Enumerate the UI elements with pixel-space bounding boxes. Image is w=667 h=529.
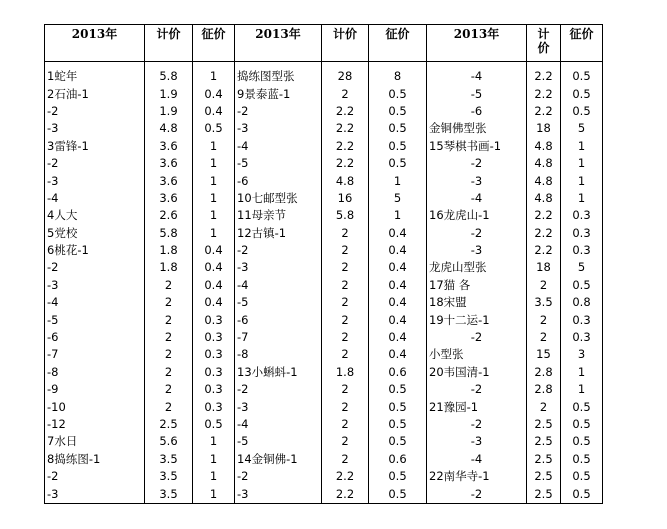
cell-item-2: -3: [235, 120, 322, 137]
cell-ji-2: 2.2: [322, 468, 369, 485]
cell-ji-1: 1.8: [145, 242, 193, 259]
cell-item-2: -2: [235, 242, 322, 259]
header-year-1: 2013年: [45, 25, 145, 62]
cell-item-1: -2: [45, 155, 145, 172]
cell-zheng-2: 0.4: [369, 346, 427, 363]
cell-item-3: -4: [427, 62, 527, 86]
cell-zheng-3: 1: [561, 364, 603, 381]
cell-ji-2: 2: [322, 433, 369, 450]
cell-ji-1: 2: [145, 398, 193, 415]
header-ji-1: 计价: [145, 25, 193, 62]
cell-ji-2: 2.2: [322, 155, 369, 172]
cell-ji-3: 2.8: [527, 381, 561, 398]
cell-ji-3: 2.2: [527, 207, 561, 224]
cell-item-2: 9景泰蓝-1: [235, 85, 322, 102]
cell-ji-3: 2.5: [527, 468, 561, 485]
cell-ji-3: 2: [527, 398, 561, 415]
cell-ji-2: 16: [322, 190, 369, 207]
cell-ji-2: 2.2: [322, 138, 369, 155]
table-row: [45, 398, 603, 415]
table-row: [45, 259, 603, 276]
cell-ji-2: 2: [322, 225, 369, 242]
cell-item-2: -2: [235, 381, 322, 398]
cell-item-3: -3: [427, 433, 527, 450]
cell-item-2: -4: [235, 138, 322, 155]
header-ji-3-line2: 价: [537, 41, 550, 55]
table-row: [45, 138, 603, 155]
cell-ji-3: 2: [527, 277, 561, 294]
cell-item-2: 14金铜佛-1: [235, 451, 322, 468]
cell-item-2: -2: [235, 103, 322, 120]
cell-zheng-2: 5: [369, 190, 427, 207]
cell-ji-1: 5.8: [145, 62, 193, 86]
cell-zheng-1: 0.4: [193, 85, 235, 102]
cell-item-3: 20韦国清-1: [427, 364, 527, 381]
cell-zheng-3: 0.5: [561, 433, 603, 450]
cell-ji-2: 2: [322, 311, 369, 328]
cell-ji-3: 2.2: [527, 85, 561, 102]
cell-ji-2: 2: [322, 242, 369, 259]
header-year-2: 2013年: [235, 25, 322, 62]
cell-zheng-1: 1: [193, 468, 235, 485]
cell-item-3: 金铜佛型张: [427, 120, 527, 137]
table-row: [45, 468, 603, 485]
cell-ji-2: 1.8: [322, 364, 369, 381]
cell-ji-1: 2: [145, 311, 193, 328]
cell-item-1: -9: [45, 381, 145, 398]
cell-item-2: 捣练图型张: [235, 62, 322, 86]
cell-ji-3: 2.2: [527, 242, 561, 259]
cell-item-2: -4: [235, 277, 322, 294]
cell-ji-2: 2: [322, 451, 369, 468]
cell-zheng-1: 0.5: [193, 416, 235, 433]
cell-item-3: -2: [427, 381, 527, 398]
cell-zheng-2: 0.5: [369, 398, 427, 415]
cell-ji-1: 2.6: [145, 207, 193, 224]
cell-item-2: -3: [235, 398, 322, 415]
cell-ji-3: 18: [527, 259, 561, 276]
table-row: [45, 451, 603, 468]
cell-ji-2: 2: [322, 329, 369, 346]
cell-ji-1: 3.5: [145, 451, 193, 468]
cell-item-1: -3: [45, 277, 145, 294]
header-row: [45, 25, 603, 62]
cell-zheng-1: 1: [193, 451, 235, 468]
table-row: [45, 120, 603, 137]
cell-item-2: -5: [235, 433, 322, 450]
header-ji-3-line1: 计: [537, 27, 550, 41]
table-row: [45, 172, 603, 189]
cell-item-2: -5: [235, 155, 322, 172]
table-row: [45, 277, 603, 294]
cell-zheng-2: 0.5: [369, 433, 427, 450]
cell-item-2: -5: [235, 294, 322, 311]
cell-item-1: -12: [45, 416, 145, 433]
cell-zheng-3: 0.5: [561, 103, 603, 120]
cell-zheng-2: 1: [369, 207, 427, 224]
cell-ji-2: 2.2: [322, 120, 369, 137]
cell-ji-1: 4.8: [145, 120, 193, 137]
cell-zheng-1: 0.5: [193, 120, 235, 137]
cell-ji-3: 2.5: [527, 485, 561, 503]
cell-item-2: -3: [235, 259, 322, 276]
cell-zheng-1: 1: [193, 433, 235, 450]
cell-ji-1: 2: [145, 381, 193, 398]
cell-item-3: -2: [427, 225, 527, 242]
table-body: [45, 62, 603, 504]
cell-item-3: -2: [427, 485, 527, 503]
cell-item-1: 2石油-1: [45, 85, 145, 102]
cell-zheng-2: 8: [369, 62, 427, 86]
cell-item-3: -4: [427, 451, 527, 468]
header-year-3: 2013年: [427, 25, 527, 62]
cell-ji-1: 5.6: [145, 433, 193, 450]
cell-ji-3: 2.2: [527, 225, 561, 242]
cell-ji-1: 2: [145, 329, 193, 346]
cell-zheng-3: 0.3: [561, 311, 603, 328]
cell-ji-2: 2: [322, 381, 369, 398]
cell-ji-1: 3.5: [145, 468, 193, 485]
cell-item-3: 龙虎山型张: [427, 259, 527, 276]
cell-item-1: -3: [45, 172, 145, 189]
cell-zheng-2: 0.4: [369, 225, 427, 242]
cell-zheng-1: 1: [193, 485, 235, 503]
cell-ji-1: 2: [145, 294, 193, 311]
cell-ji-1: 3.5: [145, 485, 193, 503]
table-row: [45, 207, 603, 224]
cell-zheng-2: 0.5: [369, 381, 427, 398]
cell-zheng-3: 1: [561, 381, 603, 398]
table-row: [45, 416, 603, 433]
cell-item-3: 小型张: [427, 346, 527, 363]
cell-item-2: 11母亲节: [235, 207, 322, 224]
cell-item-2: -4: [235, 416, 322, 433]
cell-zheng-3: 1: [561, 172, 603, 189]
header-ji-3: [527, 25, 561, 62]
cell-ji-2: 2: [322, 259, 369, 276]
cell-item-2: -6: [235, 172, 322, 189]
cell-zheng-3: 0.5: [561, 451, 603, 468]
cell-item-3: 21豫园-1: [427, 398, 527, 415]
cell-ji-1: 2.5: [145, 416, 193, 433]
cell-item-1: 8捣练图-1: [45, 451, 145, 468]
cell-item-1: -2: [45, 468, 145, 485]
cell-zheng-3: 1: [561, 155, 603, 172]
cell-zheng-3: 0.3: [561, 242, 603, 259]
cell-zheng-1: 0.4: [193, 259, 235, 276]
cell-item-1: 3雷锋-1: [45, 138, 145, 155]
cell-item-3: -3: [427, 242, 527, 259]
cell-item-1: -2: [45, 259, 145, 276]
cell-zheng-3: 0.5: [561, 485, 603, 503]
cell-ji-3: 2: [527, 329, 561, 346]
cell-ji-3: 2.5: [527, 416, 561, 433]
cell-item-1: -4: [45, 294, 145, 311]
cell-zheng-3: 5: [561, 120, 603, 137]
cell-item-2: -8: [235, 346, 322, 363]
cell-ji-3: 4.8: [527, 138, 561, 155]
cell-zheng-3: 0.5: [561, 468, 603, 485]
cell-ji-1: 5.8: [145, 225, 193, 242]
table-row: [45, 103, 603, 120]
cell-item-1: -8: [45, 364, 145, 381]
cell-ji-1: 2: [145, 346, 193, 363]
table-row: [45, 85, 603, 102]
cell-ji-1: 2: [145, 364, 193, 381]
cell-item-3: 17猫 各: [427, 277, 527, 294]
stamp-price-table: [44, 24, 603, 504]
table-row: [45, 242, 603, 259]
cell-zheng-3: 5: [561, 259, 603, 276]
cell-item-1: -4: [45, 190, 145, 207]
cell-zheng-1: 1: [193, 207, 235, 224]
cell-zheng-3: 0.5: [561, 85, 603, 102]
cell-item-3: 19十二运-1: [427, 311, 527, 328]
cell-zheng-3: 0.5: [561, 277, 603, 294]
cell-ji-3: 2: [527, 311, 561, 328]
cell-zheng-2: 0.4: [369, 277, 427, 294]
cell-zheng-2: 1: [369, 172, 427, 189]
cell-zheng-2: 0.6: [369, 451, 427, 468]
cell-ji-2: 2: [322, 416, 369, 433]
cell-zheng-3: 1: [561, 138, 603, 155]
cell-ji-1: 1.9: [145, 85, 193, 102]
cell-item-1: -5: [45, 311, 145, 328]
cell-item-1: 7水日: [45, 433, 145, 450]
cell-zheng-3: 0.8: [561, 294, 603, 311]
cell-ji-1: 3.6: [145, 172, 193, 189]
cell-item-3: -2: [427, 155, 527, 172]
cell-zheng-2: 0.4: [369, 311, 427, 328]
cell-zheng-1: 0.4: [193, 294, 235, 311]
cell-zheng-1: 0.4: [193, 103, 235, 120]
cell-item-1: -3: [45, 485, 145, 503]
cell-item-1: -7: [45, 346, 145, 363]
table-row: [45, 225, 603, 242]
cell-zheng-1: 0.4: [193, 277, 235, 294]
cell-zheng-1: 1: [193, 155, 235, 172]
cell-ji-2: 5.8: [322, 207, 369, 224]
cell-zheng-3: 0.5: [561, 62, 603, 86]
cell-zheng-3: 0.3: [561, 207, 603, 224]
cell-zheng-2: 0.4: [369, 242, 427, 259]
cell-item-2: 13小蝌蚪-1: [235, 364, 322, 381]
cell-ji-3: 4.8: [527, 172, 561, 189]
cell-ji-2: 4.8: [322, 172, 369, 189]
cell-item-2: -7: [235, 329, 322, 346]
cell-zheng-1: 0.3: [193, 346, 235, 363]
cell-zheng-2: 0.6: [369, 364, 427, 381]
table-row: [45, 155, 603, 172]
cell-ji-2: 2: [322, 346, 369, 363]
cell-item-1: 6桃花-1: [45, 242, 145, 259]
cell-item-3: -2: [427, 329, 527, 346]
cell-ji-2: 2: [322, 85, 369, 102]
cell-ji-3: 2.5: [527, 451, 561, 468]
cell-ji-2: 2.2: [322, 103, 369, 120]
cell-zheng-1: 1: [193, 225, 235, 242]
cell-item-1: -6: [45, 329, 145, 346]
cell-zheng-3: 0.3: [561, 225, 603, 242]
cell-zheng-3: 1: [561, 190, 603, 207]
cell-zheng-1: 1: [193, 190, 235, 207]
cell-ji-1: 2: [145, 277, 193, 294]
cell-ji-3: 2.8: [527, 364, 561, 381]
header-zheng-2: 征价: [369, 25, 427, 62]
cell-ji-1: 3.6: [145, 190, 193, 207]
cell-item-1: 5党校: [45, 225, 145, 242]
cell-zheng-3: 0.5: [561, 416, 603, 433]
cell-zheng-2: 0.5: [369, 468, 427, 485]
cell-zheng-2: 0.5: [369, 485, 427, 503]
cell-item-2: 12古镇-1: [235, 225, 322, 242]
cell-zheng-1: 0.4: [193, 242, 235, 259]
header-zheng-3: 征价: [561, 25, 603, 62]
cell-item-2: -6: [235, 311, 322, 328]
cell-item-2: -3: [235, 485, 322, 503]
cell-item-3: -6: [427, 103, 527, 120]
cell-zheng-2: 0.5: [369, 103, 427, 120]
cell-zheng-2: 0.4: [369, 294, 427, 311]
cell-zheng-1: 0.3: [193, 311, 235, 328]
cell-item-3: -2: [427, 416, 527, 433]
cell-ji-2: 2: [322, 294, 369, 311]
cell-item-3: -5: [427, 85, 527, 102]
cell-item-2: -2: [235, 468, 322, 485]
table-row: [45, 433, 603, 450]
cell-ji-3: 18: [527, 120, 561, 137]
cell-zheng-2: 0.5: [369, 120, 427, 137]
cell-ji-3: 2.2: [527, 62, 561, 86]
header-zheng-1: 征价: [193, 25, 235, 62]
cell-item-1: 4人大: [45, 207, 145, 224]
cell-zheng-3: 3: [561, 346, 603, 363]
cell-ji-2: 2.2: [322, 485, 369, 503]
cell-zheng-1: 0.3: [193, 329, 235, 346]
table-row: [45, 329, 603, 346]
cell-ji-3: 15: [527, 346, 561, 363]
cell-item-1: 1蛇年: [45, 62, 145, 86]
cell-zheng-2: 0.4: [369, 259, 427, 276]
cell-ji-2: 2: [322, 277, 369, 294]
cell-ji-3: 4.8: [527, 190, 561, 207]
cell-zheng-1: 0.3: [193, 398, 235, 415]
cell-zheng-2: 0.5: [369, 155, 427, 172]
cell-zheng-3: 0.3: [561, 329, 603, 346]
table-row: [45, 381, 603, 398]
cell-zheng-1: 0.3: [193, 381, 235, 398]
cell-ji-1: 1.8: [145, 259, 193, 276]
cell-ji-1: 3.6: [145, 155, 193, 172]
cell-ji-1: 3.6: [145, 138, 193, 155]
table-row: [45, 485, 603, 503]
cell-item-3: -3: [427, 172, 527, 189]
cell-ji-2: 2: [322, 398, 369, 415]
cell-item-3: 15琴棋书画-1: [427, 138, 527, 155]
cell-item-3: 22南华寺-1: [427, 468, 527, 485]
table-row: [45, 346, 603, 363]
cell-zheng-2: 0.5: [369, 85, 427, 102]
table-row: [45, 62, 603, 86]
table-row: [45, 364, 603, 381]
cell-ji-1: 1.9: [145, 103, 193, 120]
cell-item-1: -10: [45, 398, 145, 415]
cell-zheng-1: 1: [193, 172, 235, 189]
header-ji-2: 计价: [322, 25, 369, 62]
table-row: [45, 311, 603, 328]
table-row: [45, 294, 603, 311]
cell-item-3: 16龙虎山-1: [427, 207, 527, 224]
cell-ji-3: 2.2: [527, 103, 561, 120]
cell-zheng-2: 0.5: [369, 138, 427, 155]
cell-item-1: -3: [45, 120, 145, 137]
cell-ji-2: 28: [322, 62, 369, 86]
table-row: [45, 190, 603, 207]
cell-item-2: 10七邮型张: [235, 190, 322, 207]
cell-zheng-2: 0.4: [369, 329, 427, 346]
cell-item-1: -2: [45, 103, 145, 120]
cell-zheng-1: 0.3: [193, 364, 235, 381]
cell-ji-3: 2.5: [527, 433, 561, 450]
cell-zheng-1: 1: [193, 138, 235, 155]
cell-zheng-1: 1: [193, 62, 235, 86]
cell-item-3: -4: [427, 190, 527, 207]
cell-item-3: 18宋盟: [427, 294, 527, 311]
cell-ji-3: 4.8: [527, 155, 561, 172]
cell-zheng-3: 0.5: [561, 398, 603, 415]
cell-ji-3: 3.5: [527, 294, 561, 311]
cell-zheng-2: 0.5: [369, 416, 427, 433]
